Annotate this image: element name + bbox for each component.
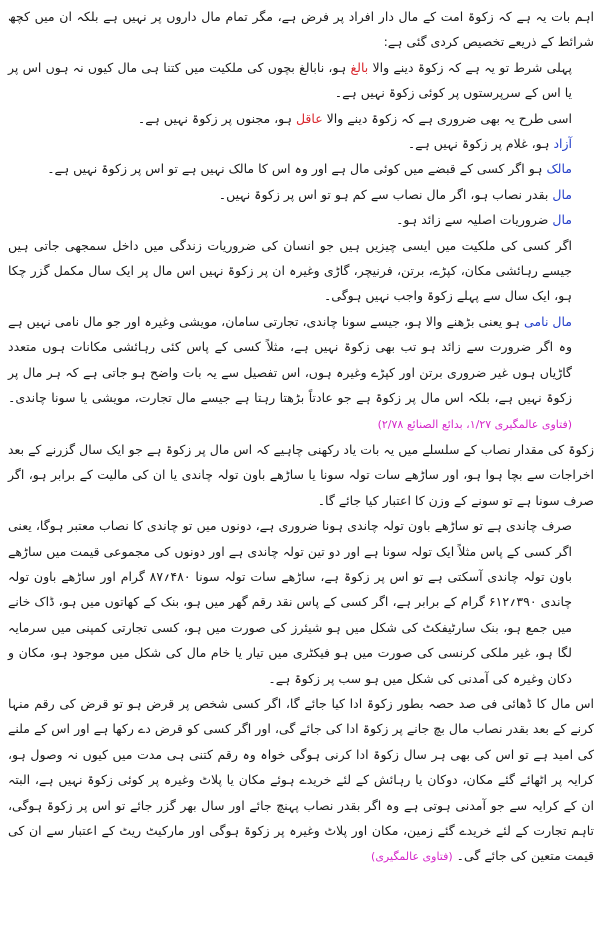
condition-text-after: ہو، مجنوں پر زکوۃ نہیں ہے۔	[137, 110, 292, 126]
reference-citation: (فتاوی عالمگیری)	[371, 850, 453, 864]
condition-text-after: ہو اگر کسی کے قبضے میں کوئی مال ہے اور وہ اس کا مالک نہیں ہے تو اس پر زکوۃ نہیں ہے۔	[47, 161, 543, 177]
intro-text: اہم بات یہ ہے کہ زکوۃ امت کے مال دار افراد پر فرض ہے، مگر تمام مال داروں پر نہیں ہے بلکہ ان میں کچھ شرائط کے ذریعے تخصیص کردی گئی ہے:	[8, 9, 594, 50]
term-aaqil: عاقل	[295, 110, 323, 126]
maal-nami-text: ہو یعنی بڑھنے والا ہو، جیسے سونا چاندی، تجارتی سامان، مویشی وغیرہ اور جو مال نامی نہیں ہے وہ اگر ضرورت سے زائد ہو تب بھی زکوۃ نہیں ہے، مثلاً کسی کے پاس کئی رہائشی مکانات ہوں متعدد گاڑیاں ہوں غیر ضروری برتن اور کپڑے وغیرہ ہوں، اس تفصیل سے یہ بات واضح ہو جاتی ہے کہ ہر مال پر زکوۃ نہیں ہے، بلکہ اس مال پر زکوۃ ہے جو عادتاً بڑھتا رہتا ہے جیسے مال تجارت، مویشی یا سونا چاندی۔	[8, 313, 572, 406]
paragraph-condition-aaqil	[8, 106, 594, 131]
term-malik: مالک	[546, 161, 572, 177]
condition-text-after: ہو، نابالغ بچوں کی ملکیت میں کتنا ہی مال کیوں نہ ہوں اس پر یا اس کے سرپرستوں پر کوئی زکوۃ نہیں ہے۔	[8, 59, 572, 101]
paragraph-silver-gold	[8, 513, 594, 691]
nisab-amount-text: زکوۃ کی مقدار نصاب کے سلسلے میں یہ بات یاد رکھنی چاہیے کہ اس مال پر زکوۃ ہے جو ایک سال گزرنے کے بعد اخراجات سے بچا ہوا ہو، اور ساڑھے سات تولہ سونا یا ساڑھے باون تولہ چاندی یا ان کی مالیت کے برابر ہو، اگر صرف سونا ہے تو سونے کے وزن کا اعتبار کیا جائے گا۔	[8, 441, 594, 508]
term-maal-nami: مال نامی	[524, 313, 572, 329]
condition-text-after: ضروریات اصلیہ سے زائد ہو۔	[396, 212, 549, 228]
paragraph-condition-zaid	[8, 207, 594, 232]
condition-text-after: ہو، غلام پر زکوۃ نہیں ہے۔	[407, 136, 550, 152]
paragraph-condition-nisab	[8, 182, 594, 207]
condition-text-before: اسی طرح یہ بھی ضروری ہے کہ زکوۃ دینے والا	[326, 110, 572, 126]
paragraph-nisab-amount	[8, 437, 594, 513]
paragraph-condition-malik	[8, 156, 594, 181]
term-maal-nisab: مال	[552, 186, 572, 202]
paragraph-maal-nami	[8, 309, 594, 437]
condition-text-before: پہلی شرط تو یہ ہے کہ زکوۃ دینے والا	[372, 59, 572, 75]
necessities-text: اگر کسی کی ملکیت میں ایسی چیزیں ہیں جو انسان کی ضروریات زندگی میں داخل سمجھی جاتی ہیں جیسے رہائشی مکان، کپڑے، برتن، فرنیچر، گاڑی وغیرہ ان پر زکوۃ نہیں اس مال پر ایک سال مکمل گزر چکا ہو، ایک سال سے پہلے زکوۃ واجب نہیں ہوگی۔	[8, 237, 572, 304]
paragraph-intro	[8, 4, 594, 55]
silver-gold-text: صرف چاندی ہے تو ساڑھے باون تولہ چاندی ہونا ضروری ہے، دونوں میں تو چاندی کا نصاب معتبر ہوگا، یعنی اگر کسی کے پاس مثلاً ایک تولہ سونا ہے اور دو تین تولہ چاندی ہے اور دونوں کی مجموعی قیمت میں ساڑھے باون تولہ چاندی آسکتی ہے تو اس پر زکوۃ ہے، ساڑھے سات تولہ سونا ۴۸۰؍۸۷ گرام اور ساڑھے باون تولہ چاندی ۳۹۰؍۶۱۲ گرام کے برابر ہے، اگر کسی کے پاس نقد رقم گھر میں ہو، بنک کے کھاتوں میں ہو، ڈاک خانے میں جمع ہو، بنک سارٹیفکٹ کی شکل میں ہو شیئرز کی صورت میں ہو، کسی تجارتی کمپنی میں سرمایہ لگا ہو، غیر ملکی کرنسی کی صورت میں ہو فیکٹری میں تیار یا خام مال کی شکل میں موجود ہو، مکان و دکان وغیرہ کی آمدنی کی شکل میں ہو سب پر زکوۃ ہے۔	[8, 518, 572, 686]
condition-text-after: بقدر نصاب ہو، اگر مال نصاب سے کم ہو تو اس پر زکوۃ نہیں۔	[218, 186, 549, 202]
debt-rent-text: اس مال کا ڈھائی فی صد حصہ بطور زکوۃ ادا کیا جائے گا، اگر کسی شخص پر قرض ہو تو قرض کی رقم منہا کرنے کے بعد بقدر نصاب مال بچ جانے پر زکوۃ ادا کی جائے گی، اور اگر کسی کو قرض دے رکھا ہے اور اس کے ملنے کی امید ہے تو اس کی بھی ہر سال زکوۃ ادا کرنی ہوگی خواہ وہ رقم کتنی ہی مدت میں کیوں نہ وصول ہو، کرایہ پر اٹھائے گئے مکان، دوکان یا رہائش کے لئے خریدے ہوئے مکان یا پلاٹ وغیرہ پر کوئی زکوۃ نہیں ہے، البتہ ان کے کرایہ سے جو آمدنی ہوتی ہے وہ اگر بقدر نصاب پہنچ جائے اور سال بھر گزر جائے تو اس پر زکوۃ ہوگی، تاہم تجارت کے لئے خریدے گئے زمین، مکان اور پلاٹ وغیرہ پر زکوۃ ہوگی اور مارکیٹ ریٹ کے اعتبار سے ان کی قیمت متعین کی جائے گی۔	[8, 695, 594, 864]
paragraph-debt-rent	[8, 691, 594, 870]
term-maal-zaid: مال	[552, 212, 572, 228]
term-baligh: بالغ	[350, 59, 369, 75]
paragraph-necessities	[8, 233, 594, 309]
reference-citation: (فتاوی عالمگیری ۱/۲۷، بدائع الصنائع ۲/۷۸)	[377, 417, 572, 431]
term-azad: آزاد	[553, 136, 572, 152]
urdu-article-page	[8, 4, 594, 931]
paragraph-condition-baligh	[8, 55, 594, 106]
paragraph-condition-azad	[8, 131, 594, 156]
